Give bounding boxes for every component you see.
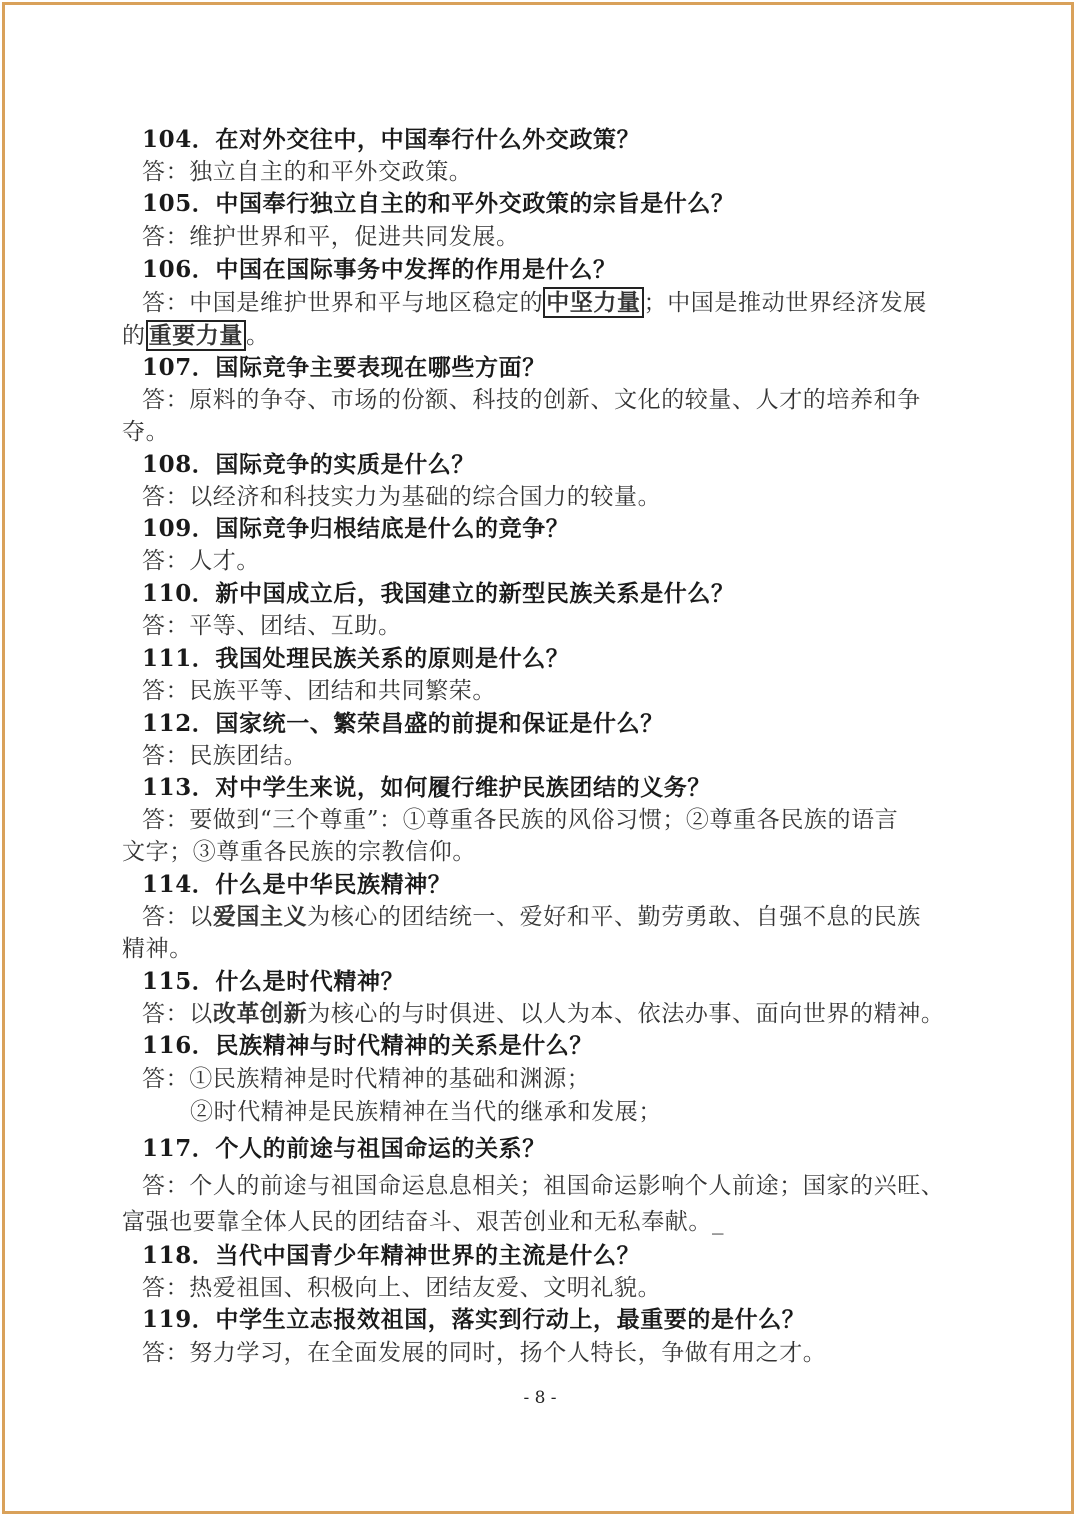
answer-111: 答：民族平等、团结和共同繁荣。 <box>142 678 496 704</box>
question-115: 115．什么是时代精神？ <box>142 968 405 995</box>
answer-119: 答：努力学习，在全面发展的同时，扬个人特长，争做有用之才。 <box>142 1340 827 1366</box>
question-116: 116．民族精神与时代精神的关系是什么？ <box>142 1032 594 1059</box>
answer-115-part2: 为核心的与时俱进、以人为本、依法办事、面向世界的精神。 <box>307 1001 945 1027</box>
question-118: 118．当代中国青少年精神世界的主流是什么？ <box>142 1242 641 1269</box>
answer-114-cont: 精神。 <box>122 936 193 962</box>
question-114: 114．什么是中华民族精神？ <box>142 871 452 898</box>
question-105: 105．中国奉行独立自主的和平外交政策的宗旨是什么？ <box>142 190 735 217</box>
emphasis-aiguo-zhuyi: 爱国主义 <box>212 903 308 930</box>
question-119: 119．中学生立志报效祖国，落实到行动上，最重要的是什么？ <box>142 1306 806 1333</box>
highlight-zhongjian-liliang: 中坚力量 <box>543 287 643 318</box>
emphasis-gaige-chuangxin: 改革创新 <box>212 1000 308 1027</box>
answer-107: 答：原料的争夺、市场的份额、科技的创新、文化的较量、人才的培养和争 <box>142 387 921 413</box>
answer-110: 答：平等、团结、互助。 <box>142 613 402 639</box>
answer-108: 答：以经济和科技实力为基础的综合国力的较量。 <box>142 484 662 510</box>
answer-106-part1: 答：中国是维护世界和平与地区稳定的 <box>142 290 544 316</box>
answer-114-part2: 为核心的团结统一、爱好和平、勤劳勇敢、自强不息的民族 <box>307 904 921 930</box>
answer-106-cont-part2: 。 <box>246 323 270 349</box>
answer-117: 答：个人的前途与祖国命运息息相关；祖国命运影响个人前途；国家的兴旺、 <box>142 1173 945 1199</box>
answer-114 <box>142 901 921 933</box>
answer-106-part2: ；中国是推动世界经济发展 <box>643 290 927 316</box>
question-111: 111．我国处理民族关系的原则是什么？ <box>142 645 570 672</box>
question-113: 113．对中学生来说，如何履行维护民族团结的义务？ <box>142 774 712 801</box>
question-110: 110．新中国成立后，我国建立的新型民族关系是什么？ <box>142 580 735 607</box>
question-107: 107．国际竞争主要表现在哪些方面？ <box>142 354 546 381</box>
question-108: 108．国际竞争的实质是什么？ <box>142 451 476 478</box>
answer-109: 答：人才。 <box>142 548 260 574</box>
answer-112: 答：民族团结。 <box>142 743 308 769</box>
answer-107-cont: 夺。 <box>122 419 170 445</box>
answer-115 <box>142 998 944 1030</box>
answer-106-cont-part1: 的 <box>122 323 146 349</box>
question-104: 104．在对外交往中，中国奉行什么外交政策？ <box>142 126 641 153</box>
question-117: 117．个人的前途与祖国命运的关系？ <box>142 1135 546 1162</box>
answer-116-cont: ②时代精神是民族精神在当代的继承和发展； <box>190 1099 662 1125</box>
answer-104: 答：独立自主的和平外交政策。 <box>142 159 473 185</box>
answer-106 <box>142 287 927 319</box>
question-109: 109．国际竞争归根结底是什么的竞争？ <box>142 515 570 542</box>
answer-106-cont <box>122 320 270 352</box>
answer-115-part1: 答：以 <box>142 1001 213 1027</box>
answer-117-cont: 富强也要靠全体人民的团结奋斗、艰苦创业和无私奉献。_ <box>122 1209 725 1235</box>
answer-114-part1: 答：以 <box>142 904 213 930</box>
highlight-zhongyao-liliang: 重要力量 <box>146 320 246 351</box>
question-112: 112．国家统一、繁荣昌盛的前提和保证是什么？ <box>142 710 664 737</box>
question-106: 106．中国在国际事务中发挥的作用是什么？ <box>142 256 617 283</box>
answer-118: 答：热爱祖国、积极向上、团结友爱、文明礼貌。 <box>142 1275 662 1301</box>
answer-113: 答：要做到“三个尊重”：①尊重各民族的风俗习惯；②尊重各民族的语言 <box>142 807 899 833</box>
answer-105: 答：维护世界和平，促进共同发展。 <box>142 224 520 250</box>
page-number: - 8 - <box>523 1388 557 1408</box>
answer-116: 答：①民族精神是时代精神的基础和渊源； <box>142 1066 591 1092</box>
answer-113-cont: 文字；③尊重各民族的宗教信仰。 <box>122 839 476 865</box>
